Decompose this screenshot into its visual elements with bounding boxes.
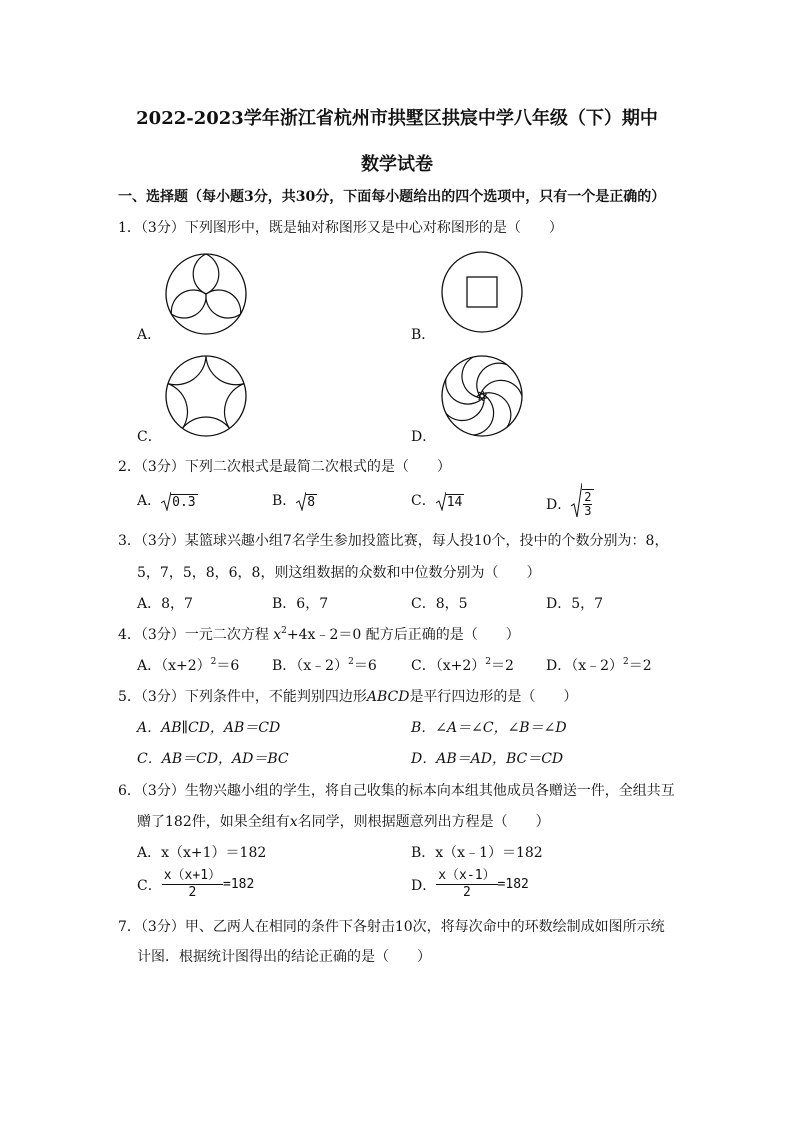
q4-d-exp: 2 bbox=[623, 657, 629, 667]
q6-d-fraction bbox=[436, 868, 497, 901]
q6-stem2-pre: 赠了182件，如果全组有 bbox=[137, 814, 290, 830]
question-7-stem-line1: 7．（3分）甲、乙两人在相同的条件下各射击10次，将每次命中的环数绘制成如图所示统 bbox=[118, 919, 665, 935]
q4-a-rhs: ＝6 bbox=[216, 658, 240, 674]
q4-option-d bbox=[546, 655, 652, 675]
question-6-stem-line1: 6．（3分）生物兴趣小组的学生，将自己收集的标本向本组其他成员各赠送一件，全组共互 bbox=[118, 783, 675, 799]
q5-option-c: C．AB＝CD，AD＝BC bbox=[137, 751, 289, 767]
q6-d-rhs: =182 bbox=[497, 877, 529, 892]
q6-option-b: B．x（x﹣1）＝182 bbox=[411, 845, 543, 861]
q2-option-a bbox=[137, 490, 198, 511]
page-title-line2: 数学试卷 bbox=[361, 154, 433, 175]
q4-a-base: A．（x+2） bbox=[137, 658, 211, 674]
q4-c-rhs: ＝2 bbox=[490, 658, 514, 674]
q6-option-c bbox=[137, 868, 254, 901]
question-3-stem-line1: 3．（3分）某篮球兴趣小组7名学生参加投篮比赛，每人投10个，投中的个数分别为：8， bbox=[118, 533, 669, 549]
q5-quadrilateral-name: ABCD bbox=[366, 689, 410, 705]
q6-d-label: D． bbox=[411, 877, 437, 894]
section-heading: 一、选择题（每小题3分，共30分，下面每小题给出的四个选项中，只有一个是正确的） bbox=[118, 189, 666, 205]
question-4-stem bbox=[118, 624, 520, 644]
q2-a-radicand: 0.3 bbox=[172, 495, 196, 510]
three-arc-circle-icon bbox=[164, 252, 248, 336]
q4-b-base: B．（x﹣2） bbox=[272, 658, 349, 674]
page-title-line1: 2022-2023学年浙江省杭州市拱墅区拱宸中学八年级（下）期中 bbox=[136, 108, 658, 129]
q4-d-base: D．（x﹣2） bbox=[546, 658, 624, 674]
q3-option-a: A．8，7 bbox=[137, 596, 193, 612]
q4-var-x: x bbox=[273, 627, 282, 643]
q5-option-a: A．AB∥CD，AB＝CD bbox=[137, 720, 281, 736]
q4-exponent: 2 bbox=[281, 626, 287, 636]
square-in-circle-icon bbox=[440, 250, 524, 334]
question-2-stem: 2．（3分）下列二次根式是最简二次根式的是（ ） bbox=[118, 459, 451, 475]
q1-option-b: B． bbox=[411, 327, 436, 343]
q3-option-c: C．8，5 bbox=[411, 596, 468, 612]
q2-c-radical bbox=[436, 491, 465, 511]
q4-c-base: C．（x+2） bbox=[411, 658, 486, 674]
q4-b-exp: 2 bbox=[348, 657, 354, 667]
q1-option-c: C． bbox=[137, 429, 162, 445]
q2-c-radicand: 14 bbox=[446, 495, 463, 510]
q3-option-d: D．5，7 bbox=[546, 596, 604, 612]
five-arc-circle-icon bbox=[164, 354, 248, 438]
q2-b-label: B． bbox=[272, 493, 297, 509]
q2-option-c bbox=[411, 490, 464, 511]
q4-c-exp: 2 bbox=[485, 657, 491, 667]
q1-option-a: A． bbox=[137, 327, 162, 343]
q4-stem-post: 配方后正确的是（ ） bbox=[361, 627, 520, 643]
q6-d-denominator: 2 bbox=[462, 885, 471, 900]
question-5-stem bbox=[118, 686, 577, 706]
question-3-stem-line2: 5，7，5，8，6，8，则这组数据的众数和中位数分别为（ ） bbox=[137, 565, 541, 581]
q6-option-a: A．x（x+1）＝182 bbox=[137, 845, 267, 861]
question-7-stem-line2: 计图．根据统计图得出的结论正确的是（ ） bbox=[137, 949, 431, 965]
q6-c-label: C． bbox=[137, 877, 162, 894]
q2-option-b bbox=[272, 490, 317, 511]
q6-option-d bbox=[411, 868, 529, 901]
q1-option-d: D． bbox=[411, 429, 437, 445]
q4-option-b bbox=[272, 655, 377, 675]
q5-option-d: D．AB＝AD，BC＝CD bbox=[411, 751, 564, 767]
q5-option-b: B．∠A＝∠C，∠B＝∠D bbox=[411, 720, 567, 736]
question-6-stem-line2 bbox=[137, 811, 550, 831]
q2-a-label: A． bbox=[137, 493, 162, 509]
q4-d-rhs: ＝2 bbox=[628, 658, 652, 674]
q2-d-radical bbox=[571, 482, 594, 518]
q5-stem-post: 是平行四边形的是（ ） bbox=[409, 689, 578, 705]
q2-b-radicand: 8 bbox=[307, 495, 316, 510]
q6-c-numerator: x（x+1） bbox=[163, 868, 222, 883]
pinwheel-circle-icon bbox=[440, 354, 524, 438]
q4-option-c bbox=[411, 655, 514, 675]
q6-c-rhs: =182 bbox=[223, 877, 255, 892]
q4-option-a bbox=[137, 655, 239, 675]
q2-a-radical bbox=[161, 491, 197, 511]
q3-option-b: B．6，7 bbox=[272, 596, 329, 612]
q2-d-fraction: $\frac{2}{3}$ bbox=[584, 490, 592, 518]
q4-equation-rest: +4x﹣2＝0 bbox=[286, 627, 362, 643]
q2-option-d bbox=[546, 482, 594, 518]
q5-stem-pre: 5．（3分）下列条件中，不能判别四边形 bbox=[118, 689, 367, 705]
q4-a-exp: 2 bbox=[210, 657, 217, 667]
q2-d-label: D． bbox=[546, 497, 572, 513]
q4-stem-pre: 4．（3分）一元二次方程 bbox=[118, 627, 274, 643]
q6-stem2-post: 名同学，则根据题意列出方程是（ ） bbox=[297, 814, 550, 830]
q6-var-x: x bbox=[289, 814, 298, 830]
q4-b-rhs: ＝6 bbox=[353, 658, 377, 674]
q2-b-radical bbox=[296, 491, 317, 511]
question-1-stem: 1．（3分）下列图形中，既是轴对称图形又是中心对称图形的是（ ） bbox=[118, 220, 563, 236]
q2-c-label: C． bbox=[411, 493, 436, 509]
q6-d-numerator: x（x-1） bbox=[438, 868, 496, 883]
q6-c-denominator: 2 bbox=[188, 885, 197, 900]
q6-c-fraction bbox=[162, 868, 223, 901]
